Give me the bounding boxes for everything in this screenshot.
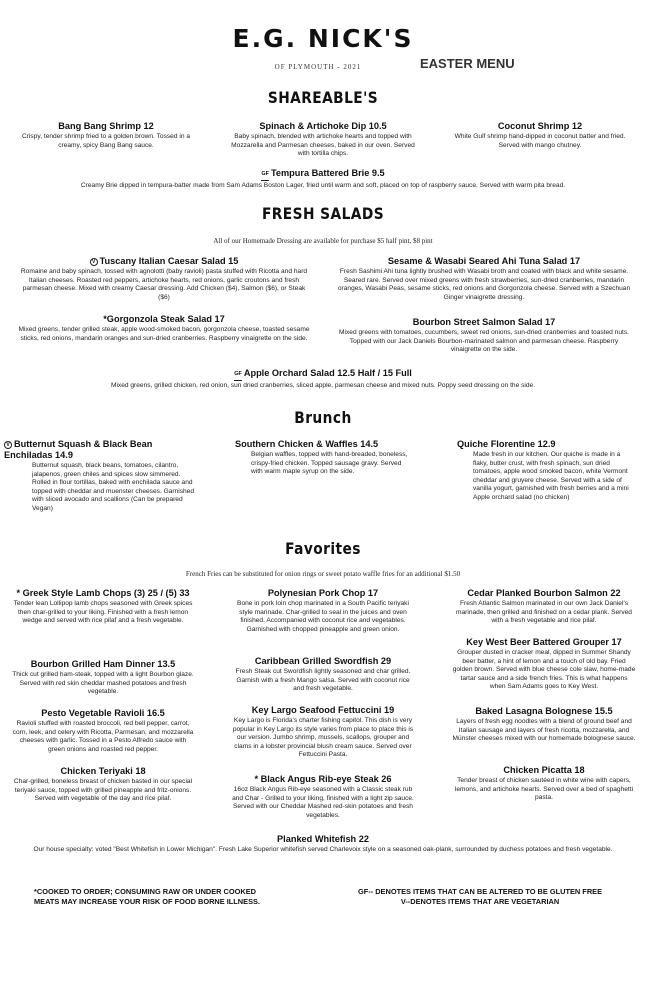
menu-item [452, 706, 636, 744]
item-name: Quiche Florentine 12.9 [457, 439, 556, 449]
item-description: Romaine and baby spinach, tossed with agnolotti (baby ravioli) pasta stuffed with Ricotta and hard Italian cheeses. Roasted red peppers, artichoke hearts, red onions, garlic croutons and fresh parmesan cheese. Mixed with creamy Caesar dressing. Add Chicken ($4), Salmon ($6), or Steak ($6) [20, 268, 308, 301]
item-name: Apple Orchard Salad 12.5 Half / 15 Full [243, 368, 412, 378]
menu-item [230, 588, 416, 634]
section-title-brunch: Brunch [294, 408, 352, 427]
item-name: Key Largo Seafood Fettuccini 19 [251, 705, 395, 715]
menu-item [336, 256, 632, 302]
menu-item [16, 368, 630, 391]
item-name: Bourbon Street Salmon Salad 17 [412, 317, 556, 327]
menu-item [230, 705, 416, 760]
item-description: Grouper dusted in cracker meal, dipped in Summer Shandy beer batter, a hint of lemon and a touch of old bay. Fried golden brown. Served with blue cheese cole slaw, home-made tartar sauce and a side french fries. This is what happens when Sam Adams goes to Key West. [452, 649, 636, 691]
item-description: Key Largo is Florida's charter fishing capitol. This dish is very popular in Key Largo its style varies from place to place this is our version. Jumbo shrimp, mussels, scallops, grouper and clams in a lobster provincial blush cream sauce. Served over Fettuccini Pasta. [232, 717, 414, 759]
item-description: Fresh Atlantic Salmon marinated in our own Jack Daniel's marinade, then grilled and finished on a cedar plank. Served with a fresh vegetable and rice pilaf. [456, 600, 632, 625]
item-description: Thick cut grilled ham-steak, topped with a light Bourbon glaze. Served with red skin cheddar mashed potatoes and fresh vegetable. [12, 671, 194, 696]
item-name: * Greek Style Lamb Chops (3) 25 / (5) 33 [16, 588, 190, 598]
menu-item [16, 121, 196, 150]
item-name: Chicken Picatta 18 [503, 765, 585, 775]
item-description: Char-grilled, boneless breast of chicken basted in our special teriyaki sauce, topped with grilled pineapple and fritz-onions. Served with vegetable of the day and rice pilaf. [13, 778, 193, 803]
menu-title: EASTER MENU [420, 56, 515, 71]
item-name: Bang Bang Shrimp 12 [58, 121, 154, 131]
warning-line: *COOKED TO ORDER; CONSUMING RAW OR UNDER COOKED [34, 887, 256, 896]
item-name: Tempura Battered Brie 9.5 [270, 168, 385, 178]
item-description: Creamy Brie dipped in tempura-batter made from Sam Adams Boston Lager, fried until warm and soft, placed on top of raspberry sauce. Served with warm pita bread. [80, 182, 566, 189]
dressing-note: All of our Homemade Dressing are available for purchase $5 half pint, $8 pint [213, 237, 433, 245]
menu-item [452, 765, 636, 803]
item-description: Belgian waffles, topped with hand-breaded, boneless, crispy-fried chicken. Topped sausage gravy. Served with warm maple syrup on the side. [251, 451, 408, 476]
item-description: Ravioli stuffed with roasted broccoli, red bell pepper, carrot, corn, leek, and celery with Ricotta, Parmesan, and mozzarella cheeses with garlic. Tossed in a Pesto Alfredo sauce with green onions and roasted red pepper. [12, 720, 194, 753]
item-name: Southern Chicken & Waffles 14.5 [235, 439, 379, 449]
item-description: Fresh Steak cut Swordfish lightly seasoned and char grilled. Garnish with a fresh Mango salsa. Served with coconut rice and fresh vegetable. [235, 668, 411, 693]
gluten-free-icon: GF [261, 169, 269, 181]
menu-item [12, 659, 194, 697]
item-name: Key West Beer Battered Grouper 17 [466, 637, 622, 647]
legend-gluten-free: GF-- DENOTES ITEMS THAT CAN BE ALTERED TO BE GLUTEN FREE [357, 887, 603, 896]
item-name: Baked Lasagna Bolognese 15.5 [475, 706, 613, 716]
legend-vegetarian: V--DENOTES ITEMS THAT ARE VEGETARIAN [400, 897, 560, 906]
item-name: Coconut Shrimp 12 [497, 121, 583, 131]
menu-item [12, 834, 634, 855]
menu-item [450, 121, 630, 150]
item-name: Planked Whitefish 22 [277, 834, 369, 844]
item-name: Caribbean Grilled Swordfish 29 [254, 656, 392, 666]
item-description: 16oz Black Angus Rib-eye seasoned with a Classic steak rub and Char - Grilled to your liking, finished with a light zip sauce. Served with our Cheddar Mashed red-skin potatoes and fresh vegetables. [232, 786, 414, 819]
section-title-favorites: Favorites [285, 539, 361, 558]
menu-item [230, 121, 416, 159]
menu-item [16, 256, 312, 302]
gluten-free-icon: GF [234, 369, 242, 381]
menu-item [452, 637, 636, 692]
menu-item [336, 317, 632, 355]
menu-item [4, 439, 200, 514]
item-description: Fresh Sashimi Ahi tuna lightly brushed with Wasabi broth and coated with black and white sesame. Seared rare. Served over mixed greens with fresh strawberries, sun-dried cranberries, mandarin oranges, Wasabi Peas, sesame sticks, red onions and Gorgonzola cheese. Served with a Szechuan Ginger vinaigrette dressing. [337, 268, 631, 301]
item-description: Tender lean Lollipop lamb chops seasoned with Greek spices then char-grilled to your liking. Finished with a fresh lemon wedge and served with rice pilaf and a fresh vegetable. [13, 600, 193, 625]
section-title-shareables: SHAREABLE'S [267, 88, 379, 107]
item-name: Butternut Squash & Black Bean Enchiladas 14.9 [4, 439, 153, 460]
item-name: Chicken Teriyaki 18 [60, 766, 146, 776]
vegetarian-icon: V [4, 441, 12, 449]
item-description: Bone in pork loin chop marinated in a South Pacific teriyaki style marinade. Char-grilled to seal in the juices and oven finished. Accompanied with coconut rice and vegetables. Garnished with chopped pineapple and green onion. [237, 600, 409, 633]
item-name: Spinach & Artichoke Dip 10.5 [259, 121, 387, 131]
item-description: Our house specialty: voted "Best Whitefish in Lower Michigan". Fresh Lake Superior whitefish served Charlevoix style on a seasoned oak-plank, surrounded by duchess potatoes and fresh vegetable. [33, 846, 613, 853]
section-title-salads: FRESH SALADS [261, 204, 385, 223]
food-safety-warning [34, 887, 314, 907]
menu-item [235, 439, 413, 477]
restaurant-subline: OF PLYMOUTH - 2021 [274, 63, 362, 71]
item-description: Mixed greens, grilled chicken, red onion, sun dried cranberries, sliced apple, parmesan cheese and mixed nuts. Poppy seed dressing on the side. [110, 382, 536, 389]
item-description: Baby spinach, blended with artichoke hearts and topped with Mozzarella and Parmesan cheeses, baked in our oven. Served with tortilla chips. [231, 133, 415, 158]
menu-item [452, 588, 636, 626]
item-name: Tuscany Italian Caesar Salad 15 [99, 256, 239, 266]
menu-item [230, 774, 416, 820]
item-description: Butternut squash, black beans, tomatoes, cilantro, jalapenos, green chiles and spices slow simmered. Rolled in flour tortillas, baked with enchilada sauce and topped with cheddar and muenster cheeses. Garnished with sliced avocado and scallions (Can be prepared Vegan) [32, 462, 195, 512]
item-name: Bourbon Grilled Ham Dinner 13.5 [30, 659, 176, 669]
item-name: * Black Angus Rib-eye Steak 26 [254, 774, 392, 784]
dietary-legend [330, 887, 630, 907]
item-name: *Gorgonzola Steak Salad 17 [103, 314, 225, 324]
item-description: Tender breast of chicken sautéed in white wine with capers, lemons, and artichoke hearts. Served over a bed of spaghetti pasta. [454, 777, 634, 802]
menu-item [16, 314, 312, 343]
item-description: Layers of fresh egg noodles with a blend of ground beef and Italian sausage and layers of fresh ricotta, mozzarella, and Münster cheeses mixed with our homemade bolognese sauce. [452, 718, 636, 743]
item-name: Cedar Planked Bourbon Salmon 22 [467, 588, 621, 598]
menu-item [12, 766, 194, 804]
warning-line: MEATS MAY INCREASE YOUR RISK OF FOOD BORNE ILLNESS. [34, 897, 260, 906]
item-description: Crispy, tender shrimp fried to a golden brown. Tossed in a creamy, spicy Bang Bang sauce. [22, 133, 190, 149]
item-description: Made fresh in our kitchen. Our quiche is made in a flaky, butter crust, with fresh spinach, sun dried tomatoes, apple wood smoked bacon, white Vermont cheddar and gruyere cheese. Served with a side of vanilla yogurt, garnished with fresh berries and a mini Apple orchard salad (no chicken) [473, 451, 629, 501]
fries-note: French Fries can be substituted for onion rings or sweet potato waffle fries for an additional $1.50 [185, 570, 461, 578]
item-name: Pesto Vegetable Ravioli 16.5 [41, 708, 165, 718]
menu-item [12, 588, 194, 626]
item-description: White Gulf shrimp hand-dipped in coconut batter and fried. Served with mango chutney. [454, 133, 626, 149]
menu-item [12, 708, 194, 754]
menu-item [230, 656, 416, 694]
item-name: Sesame & Wasabi Seared Ahi Tuna Salad 17 [387, 256, 581, 266]
menu-item [457, 439, 633, 503]
item-description: Mixed greens with tomatoes, cucumbers, sweet red onions, sun-dried cranberries and toasted nuts. Topped with our Jack Daniels Bourbon-marinated salmon and parmesan cheese. Raspberry vinaigrette on the side. [339, 329, 629, 354]
item-name: Polynesian Pork Chop 17 [267, 588, 379, 598]
restaurant-name: E.G. NICK'S [232, 24, 414, 53]
vegetarian-icon: V [90, 258, 98, 266]
menu-item [16, 168, 630, 191]
item-description: Mixed greens, tender grilled steak, apple wood-smoked bacon, gorgonzola cheese, toasted sesame sticks, red onions, mandarin oranges and sun-dried cranberries. Raspberry vinaigrette on the side. [18, 326, 310, 342]
